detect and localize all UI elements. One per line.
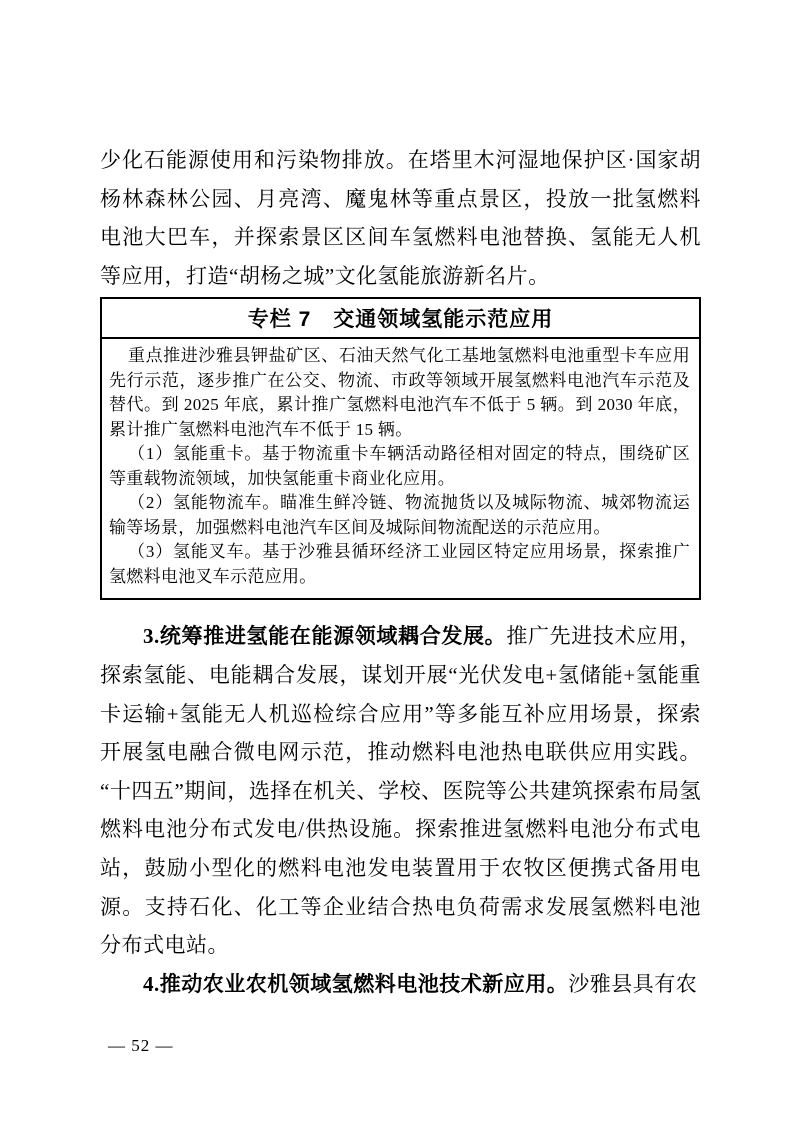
box-paragraph-item-2: （2）氢能物流车。瞄准生鲜冷链、物流抛货以及城际物流、城郊物流运输等场景，加强燃料电池汽车区间及城际间物流配送的示范应用。 [109, 493, 690, 537]
callout-box-title: 专栏 7 交通领域氢能示范应用 [102, 299, 699, 339]
paragraph-3-text: 推广先进技术应用，探索氢能、电能耦合发展，谋划开展“光伏发电+氢储能+氢能重卡运输+氢能无人机巡检综合应用”等多能互补应用场景，探索开展氢电融合微电网示范，推动燃料电池热电联供应用实践。“十四五”期间，选择在机关、学校、医院等公共建筑探索布局氢燃料电池分布式发电/供热设施。探索推进氢燃料电池分布式电站，鼓励小型化的燃料电池发电装置用于农牧区便携式备用电源。支持石化、化工等企业结合热电负荷需求发展氢燃料电池分布式电站。 [100, 624, 702, 958]
box-paragraph-item-1: （1）氢能重卡。基于物流重卡车辆活动路径相对固定的特点，围绕矿区等重载物流领域，加快氢能重卡商业化应用。 [109, 444, 690, 488]
paragraph-4-text: 沙雅县具有农 [568, 971, 698, 996]
body-paragraph-4 [100, 965, 701, 1004]
page-number: — 52 — [108, 1036, 174, 1055]
paragraph-4-heading: 4.推动农业农机领域氢燃料电池技术新应用。 [143, 971, 569, 996]
body-paragraph-3 [100, 617, 701, 964]
text-column [100, 0, 701, 1003]
box-paragraph-item-3: （3）氢能叉车。基于沙雅县循环经济工业园区特定应用场景，探索推广氢燃料电池叉车示范应用。 [109, 542, 690, 586]
paragraph-3-heading: 3.统筹推进氢能在能源领域耦合发展。 [143, 624, 507, 649]
box-paragraph-intro: 重点推进沙雅县钾盐矿区、石油天然气化工基地氢燃料电池重型卡车应用先行示范，逐步推广在公交、物流、市政等领域开展氢燃料电池汽车示范及替代。到 2025 年底，累计推广氢燃料电池汽车不低于 5 辆。到 2030 年底，累计推广氢燃料电池汽车不低于 15 辆。 [109, 346, 690, 439]
callout-box-body [102, 339, 699, 598]
callout-box-column7 [100, 297, 701, 600]
body-paragraph-continuation: 少化石能源使用和污染物排放。在塔里木河湿地保护区·国家胡杨林森林公园、月亮湾、魔鬼林等重点景区，投放一批氢燃料电池大巴车，并探索景区区间车氢燃料电池替换、氢能无人机等应用，打造“胡杨之城”文化氢能旅游新名片。 [100, 148, 701, 288]
